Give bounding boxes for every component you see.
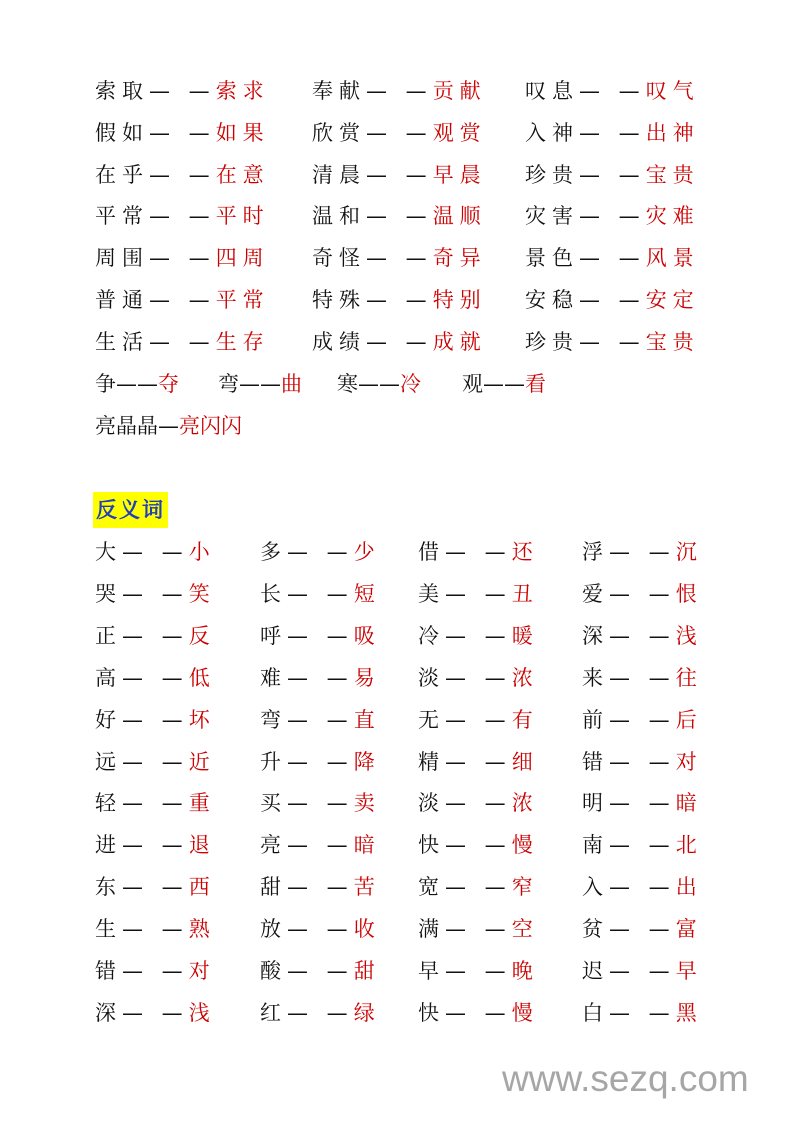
word: 高: [95, 665, 122, 690]
separator: — —: [366, 79, 433, 103]
separator: — —: [445, 540, 512, 564]
answer: 北: [675, 833, 697, 858]
answer: 对: [675, 749, 697, 774]
answer: 苦: [353, 875, 375, 900]
synonym-pair: [312, 160, 487, 190]
answer: 看: [525, 372, 546, 396]
separator: — —: [149, 204, 216, 229]
synonym-pair: [312, 285, 487, 315]
word: 白: [582, 1000, 609, 1025]
antonym-pair: [418, 621, 533, 651]
word: 普通: [95, 288, 149, 312]
separator: — —: [149, 246, 216, 271]
synonym-pair: [525, 118, 700, 148]
antonym-pair: [418, 537, 533, 567]
answer: 温顺: [432, 204, 487, 229]
separator: — —: [366, 120, 433, 145]
word: 南: [582, 833, 609, 858]
word: 冷: [418, 623, 445, 648]
separator: — —: [287, 665, 354, 690]
separator: ——: [239, 372, 281, 396]
antonym-pair: [418, 747, 533, 777]
synonym-pair: [312, 327, 487, 357]
antonym-pair: [582, 537, 697, 567]
word: 弯: [218, 372, 239, 396]
word: 深: [582, 623, 609, 648]
answer: 吸: [353, 623, 375, 648]
separator: — —: [609, 1000, 676, 1025]
antonym-pair: [418, 914, 533, 944]
answer: 暖: [511, 623, 533, 648]
answer: 安定: [645, 288, 700, 312]
answer: 丑: [511, 581, 533, 606]
answer: 有: [511, 707, 533, 732]
answer: 慢: [511, 833, 533, 858]
antonym-pair: [582, 579, 697, 609]
word: 大: [95, 540, 122, 564]
synonym-pair: [525, 243, 700, 273]
separator: — —: [609, 791, 676, 816]
separator: — —: [287, 917, 354, 942]
word: 索取: [95, 79, 149, 103]
separator: — —: [122, 749, 189, 774]
word: 寒: [337, 372, 358, 396]
word: 迟: [582, 959, 609, 983]
separator: ——: [483, 372, 525, 396]
answer: 暗: [353, 833, 375, 858]
separator: — —: [445, 791, 512, 816]
word: 借: [418, 540, 445, 564]
separator: — —: [609, 833, 676, 858]
antonym-pair: [418, 830, 533, 860]
word: 淡: [418, 665, 445, 690]
answer: 短: [353, 581, 375, 606]
answer: 窄: [511, 875, 533, 900]
antonym-pair: [260, 998, 375, 1028]
separator: — —: [579, 120, 646, 145]
separator: — —: [366, 246, 433, 271]
separator: — —: [287, 540, 354, 564]
synonym-pair: [312, 76, 487, 106]
synonym-pair: [95, 285, 270, 315]
antonym-pair: [418, 663, 533, 693]
separator: — —: [149, 120, 216, 145]
word: 无: [418, 707, 445, 732]
synonym-pair: [95, 243, 270, 273]
separator: — —: [445, 875, 512, 900]
word: 贫: [582, 917, 609, 942]
separator: — —: [579, 204, 646, 229]
word: 叹息: [525, 79, 579, 103]
answer: 空: [511, 917, 533, 942]
separator: — —: [609, 581, 676, 606]
synonym-pair: [525, 285, 700, 315]
answer: 反: [188, 623, 210, 648]
answer: 出神: [645, 120, 700, 145]
antonym-pair: [95, 998, 210, 1028]
word: 周围: [95, 246, 149, 271]
answer: 对: [188, 959, 210, 983]
answer: 易: [353, 665, 375, 690]
separator: ——: [116, 372, 158, 396]
word: 弯: [260, 707, 287, 732]
word: 呼: [260, 623, 287, 648]
watermark: www.sezq.com: [502, 1058, 749, 1099]
answer: 出: [675, 875, 697, 900]
answer: 夺: [158, 372, 179, 396]
separator: — —: [366, 162, 433, 187]
word: 特殊: [312, 288, 366, 312]
synonym-pair: [525, 76, 700, 106]
word: 哭: [95, 581, 122, 606]
separator: — —: [287, 833, 354, 858]
separator: — —: [609, 917, 676, 942]
antonym-pair: [418, 998, 533, 1028]
word: 淡: [418, 791, 445, 816]
synonym-pair: [525, 201, 700, 231]
word: 正: [95, 623, 122, 648]
answer: 后: [675, 707, 697, 732]
word: 成绩: [312, 329, 366, 354]
word: 错: [582, 749, 609, 774]
answer: 还: [511, 540, 533, 564]
separator: — —: [287, 1000, 354, 1025]
answer: 少: [353, 540, 375, 564]
separator: — —: [445, 833, 512, 858]
answer: 四周: [215, 246, 270, 271]
answer: 在意: [215, 162, 270, 187]
separator: — —: [445, 1000, 512, 1025]
antonym-pair: [582, 621, 697, 651]
synonym-pair: [95, 160, 270, 190]
word: 轻: [95, 791, 122, 816]
answer: 黑: [675, 1000, 697, 1025]
answer: 慢: [511, 1000, 533, 1025]
word: 观: [462, 372, 483, 396]
separator: — —: [122, 540, 189, 564]
antonym-pair: [582, 914, 697, 944]
word: 升: [260, 749, 287, 774]
answer: 沉: [675, 540, 697, 564]
antonym-pair: [260, 621, 375, 651]
word: 长: [260, 581, 287, 606]
answer: 降: [353, 749, 375, 774]
word: 进: [95, 833, 122, 858]
antonym-pair: [260, 956, 375, 986]
answer: 浓: [511, 791, 533, 816]
antonym-pair: [260, 747, 375, 777]
answer: 风景: [645, 246, 700, 271]
separator: — —: [366, 204, 433, 229]
answer: 富: [675, 917, 697, 942]
word: 安稳: [525, 288, 579, 312]
word: 快: [418, 1000, 445, 1025]
antonym-pair: [418, 788, 533, 818]
answer: 特别: [432, 288, 487, 312]
antonym-pair: [260, 705, 375, 735]
answer: 收: [353, 917, 375, 942]
answer: 宝贵: [645, 329, 700, 354]
separator: — —: [579, 79, 646, 103]
word: 远: [95, 749, 122, 774]
word: 平常: [95, 204, 149, 229]
antonym-pair: [95, 956, 210, 986]
word: 东: [95, 875, 122, 900]
separator: — —: [609, 623, 676, 648]
word: 放: [260, 917, 287, 942]
answer: 低: [188, 665, 210, 690]
separator: — —: [609, 540, 676, 564]
word: 爱: [582, 581, 609, 606]
antonym-pair: [582, 747, 697, 777]
answer: 小: [188, 540, 210, 564]
separator: — —: [122, 581, 189, 606]
word: 入神: [525, 120, 579, 145]
word: 珍贵: [525, 329, 579, 354]
word: 生: [95, 917, 122, 942]
word: 奇怪: [312, 246, 366, 271]
answer: 晚: [511, 959, 533, 983]
answer: 早晨: [432, 162, 487, 187]
synonym-pair: [95, 411, 242, 441]
antonym-pair: [260, 872, 375, 902]
word: 精: [418, 749, 445, 774]
word: 亮: [260, 833, 287, 858]
antonyms-title: 反义词: [93, 492, 168, 528]
antonym-pair: [582, 663, 697, 693]
answer: 退: [188, 833, 210, 858]
separator: — —: [579, 162, 646, 187]
separator: — —: [609, 665, 676, 690]
answer: 早: [675, 959, 697, 983]
separator: — —: [287, 959, 354, 983]
answer: 甜: [353, 959, 375, 983]
separator: — —: [445, 665, 512, 690]
answer: 贡献: [432, 79, 487, 103]
separator: — —: [149, 162, 216, 187]
answer: 暗: [675, 791, 697, 816]
synonym-pair: [95, 201, 270, 231]
synonym-pair: [95, 76, 270, 106]
answer: 如果: [215, 120, 270, 145]
answer: 直: [353, 707, 375, 732]
antonym-pair: [95, 663, 210, 693]
answer: 平时: [215, 204, 270, 229]
antonym-pair: [95, 914, 210, 944]
answer: 卖: [353, 791, 375, 816]
separator: — —: [609, 749, 676, 774]
synonym-pair: [337, 369, 421, 399]
antonym-pair: [260, 788, 375, 818]
word: 灾害: [525, 204, 579, 229]
separator: — —: [445, 581, 512, 606]
synonym-pair: [525, 327, 700, 357]
separator: — —: [122, 665, 189, 690]
word: 难: [260, 665, 287, 690]
separator: — —: [445, 749, 512, 774]
separator: — —: [445, 959, 512, 983]
separator: — —: [579, 246, 646, 271]
word: 酸: [260, 959, 287, 983]
separator: — —: [122, 959, 189, 983]
word: 生活: [95, 329, 149, 354]
answer: 平常: [215, 288, 270, 312]
separator: — —: [445, 707, 512, 732]
antonym-pair: [95, 872, 210, 902]
antonym-pair: [582, 830, 697, 860]
word: 入: [582, 875, 609, 900]
separator: — —: [149, 288, 216, 312]
separator: — —: [122, 791, 189, 816]
answer: 坏: [188, 707, 210, 732]
word: 好: [95, 707, 122, 732]
separator: —: [158, 414, 179, 438]
antonym-pair: [95, 579, 210, 609]
separator: — —: [149, 79, 216, 103]
answer: 叹气: [645, 79, 700, 103]
separator: — —: [122, 1000, 189, 1025]
antonym-pair: [260, 537, 375, 567]
word: 深: [95, 1000, 122, 1025]
synonym-pair: [95, 369, 179, 399]
word: 清晨: [312, 162, 366, 187]
word: 红: [260, 1000, 287, 1025]
antonym-pair: [582, 788, 697, 818]
answer: 冷: [400, 372, 421, 396]
separator: — —: [122, 833, 189, 858]
answer: 宝贵: [645, 162, 700, 187]
word: 快: [418, 833, 445, 858]
word: 前: [582, 707, 609, 732]
answer: 绿: [353, 1000, 375, 1025]
answer: 奇异: [432, 246, 487, 271]
word: 亮晶晶: [95, 414, 158, 438]
word: 多: [260, 540, 287, 564]
word: 来: [582, 665, 609, 690]
separator: — —: [287, 581, 354, 606]
synonym-pair: [312, 201, 487, 231]
word: 浮: [582, 540, 609, 564]
synonym-pair: [218, 369, 302, 399]
separator: — —: [579, 329, 646, 354]
antonym-pair: [95, 537, 210, 567]
word: 宽: [418, 875, 445, 900]
separator: — —: [122, 875, 189, 900]
answer: 熟: [188, 917, 210, 942]
separator: — —: [366, 329, 433, 354]
answer: 曲: [281, 372, 302, 396]
synonym-pair: [95, 327, 270, 357]
separator: — —: [122, 917, 189, 942]
word: 景色: [525, 246, 579, 271]
separator: — —: [609, 707, 676, 732]
synonym-pair: [525, 160, 700, 190]
word: 美: [418, 581, 445, 606]
word: 奉献: [312, 79, 366, 103]
separator: — —: [609, 959, 676, 983]
answer: 亮闪闪: [179, 414, 242, 438]
antonym-pair: [260, 663, 375, 693]
word: 明: [582, 791, 609, 816]
word: 买: [260, 791, 287, 816]
separator: — —: [287, 749, 354, 774]
separator: — —: [122, 623, 189, 648]
answer: 近: [188, 749, 210, 774]
synonym-pair: [312, 118, 487, 148]
separator: — —: [579, 288, 646, 312]
word: 错: [95, 959, 122, 983]
separator: — —: [609, 875, 676, 900]
antonym-pair: [95, 705, 210, 735]
answer: 索求: [215, 79, 270, 103]
answer: 重: [188, 791, 210, 816]
word: 温和: [312, 204, 366, 229]
answer: 笑: [188, 581, 210, 606]
answer: 观赏: [432, 120, 487, 145]
answer: 浓: [511, 665, 533, 690]
answer: 灾难: [645, 204, 700, 229]
word: 甜: [260, 875, 287, 900]
word: 满: [418, 917, 445, 942]
synonym-pair: [312, 243, 487, 273]
separator: — —: [122, 707, 189, 732]
antonym-pair: [95, 788, 210, 818]
separator: — —: [445, 917, 512, 942]
antonym-pair: [582, 956, 697, 986]
antonym-pair: [582, 998, 697, 1028]
separator: — —: [287, 791, 354, 816]
separator: — —: [149, 329, 216, 354]
answer: 浅: [675, 623, 697, 648]
answer: 生存: [215, 329, 270, 354]
word: 早: [418, 959, 445, 983]
separator: — —: [287, 707, 354, 732]
separator: ——: [358, 372, 400, 396]
antonym-pair: [95, 830, 210, 860]
answer: 西: [188, 875, 210, 900]
antonym-pair: [418, 579, 533, 609]
separator: — —: [366, 288, 433, 312]
antonym-pair: [418, 956, 533, 986]
separator: — —: [445, 623, 512, 648]
synonym-pair: [95, 118, 270, 148]
antonym-pair: [418, 872, 533, 902]
antonym-pair: [260, 830, 375, 860]
antonym-pair: [418, 705, 533, 735]
word: 珍贵: [525, 162, 579, 187]
answer: 浅: [188, 1000, 210, 1025]
antonym-pair: [582, 872, 697, 902]
separator: — —: [287, 875, 354, 900]
antonym-pair: [95, 747, 210, 777]
synonym-pair: [462, 369, 546, 399]
antonym-pair: [260, 579, 375, 609]
word: 欣赏: [312, 120, 366, 145]
answer: 往: [675, 665, 697, 690]
word: 争: [95, 372, 116, 396]
word: 在乎: [95, 162, 149, 187]
antonym-pair: [260, 914, 375, 944]
separator: — —: [287, 623, 354, 648]
answer: 成就: [432, 329, 487, 354]
word: 假如: [95, 120, 149, 145]
answer: 细: [511, 749, 533, 774]
antonym-pair: [582, 705, 697, 735]
antonym-pair: [95, 621, 210, 651]
answer: 恨: [675, 581, 697, 606]
